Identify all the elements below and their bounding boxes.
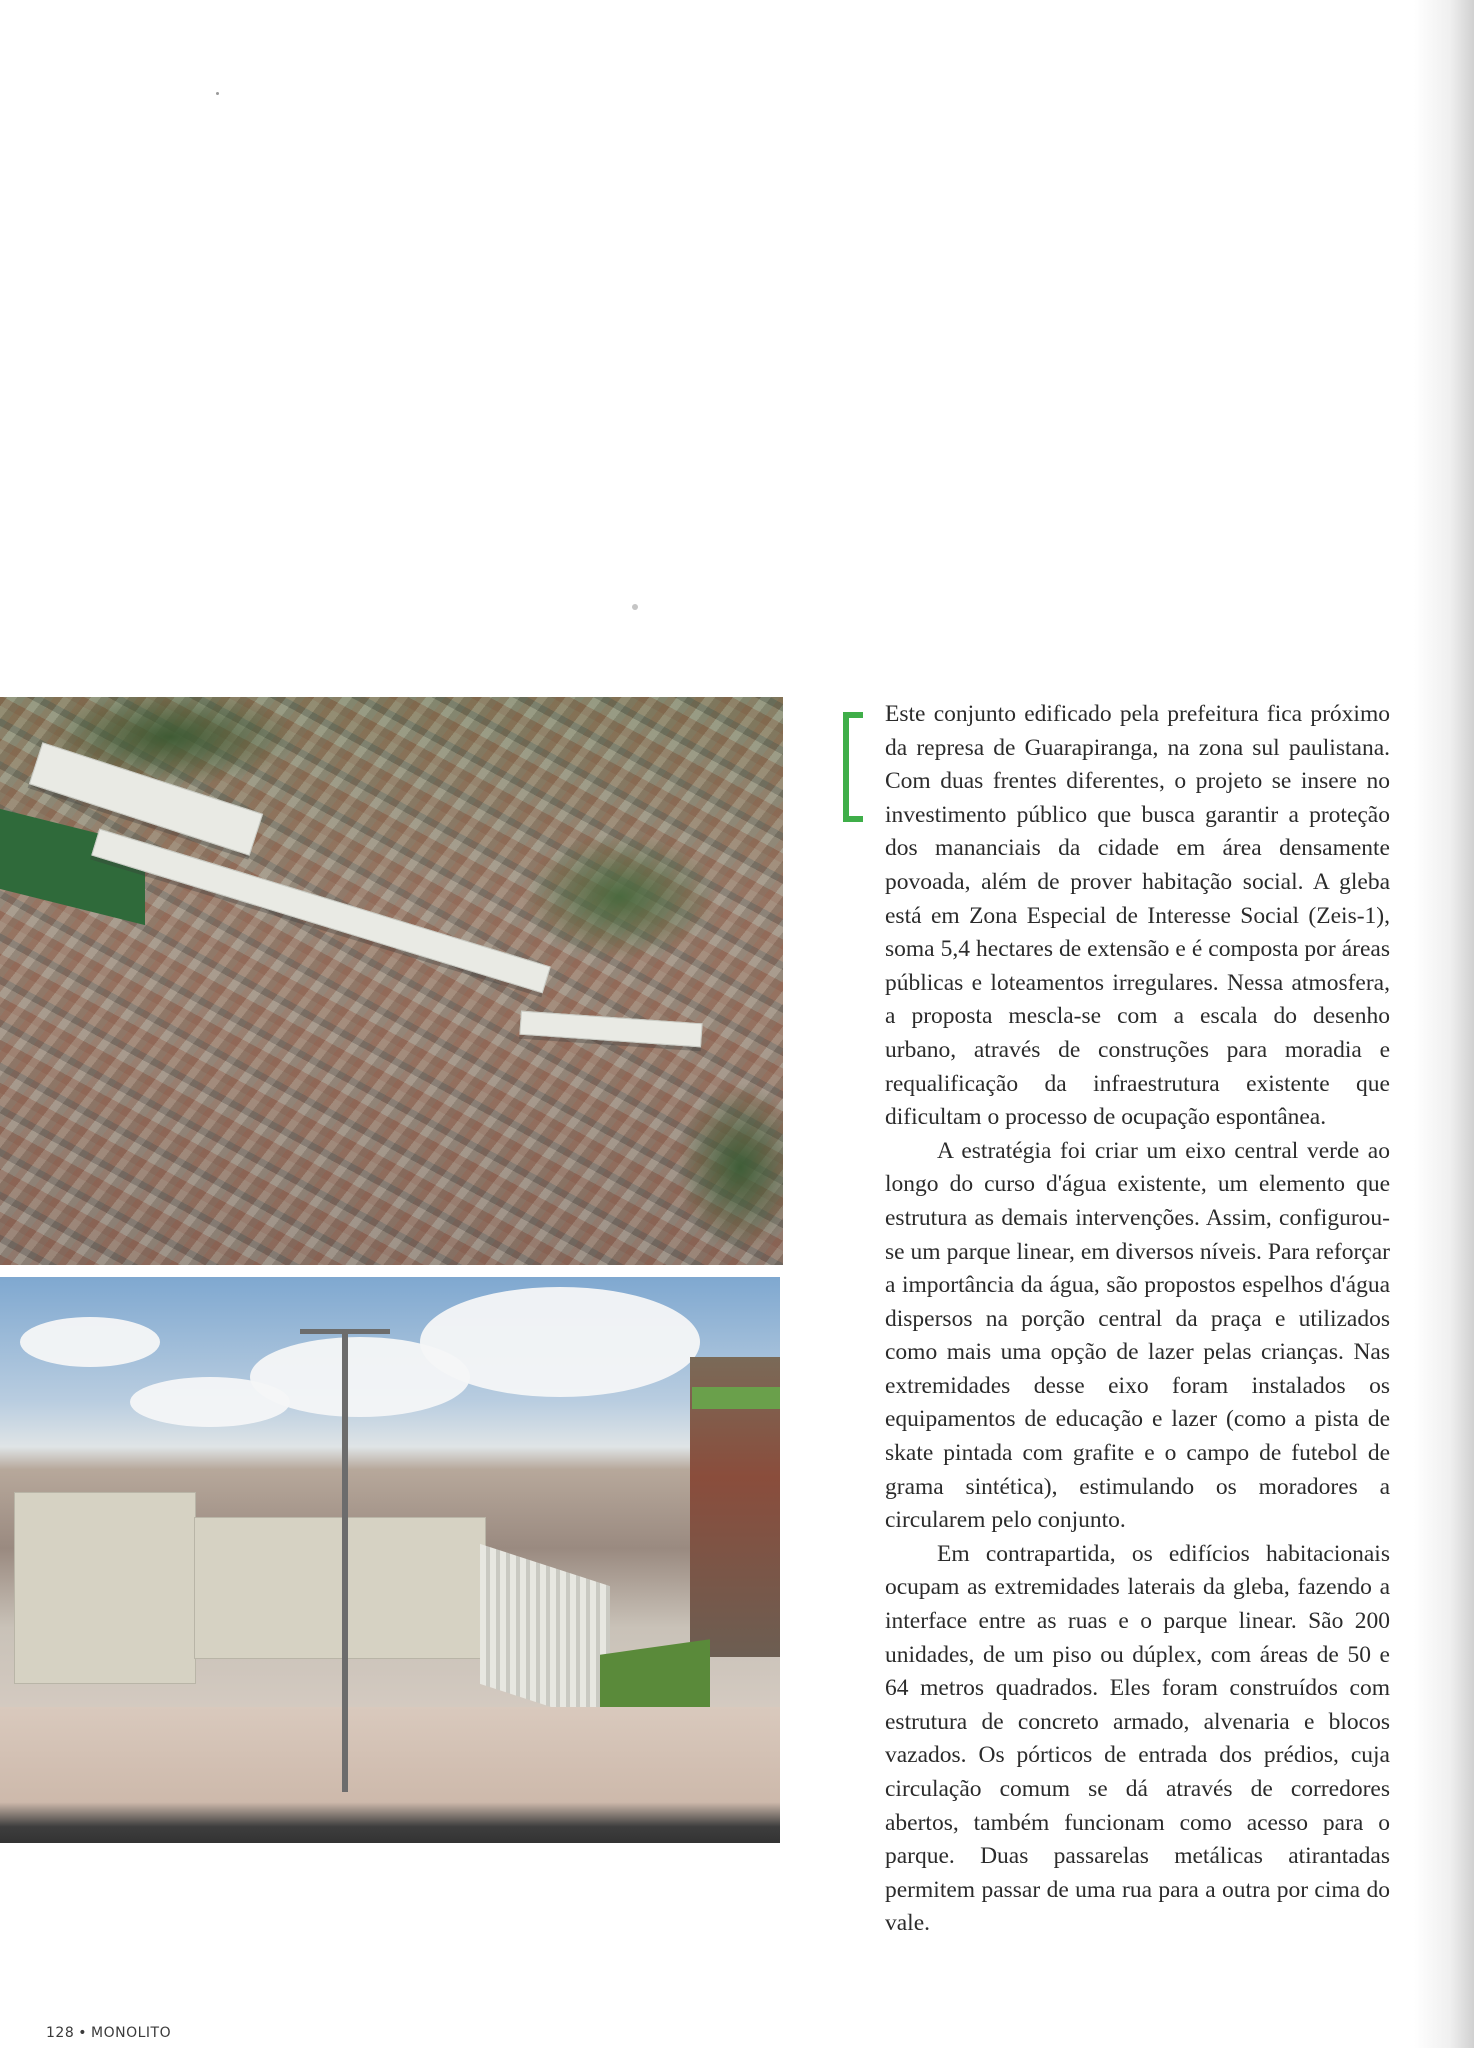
footer-separator: • xyxy=(78,2025,87,2041)
cloud xyxy=(20,1317,160,1367)
cloud xyxy=(130,1377,290,1427)
print-speck xyxy=(632,604,638,610)
plaza-photo xyxy=(0,1277,780,1843)
page-edge-shadow xyxy=(1414,0,1474,2048)
street-lamp-pole xyxy=(342,1332,348,1792)
article-body xyxy=(885,698,1390,1941)
aerial-photo xyxy=(0,697,783,1265)
plaza-pavement xyxy=(0,1707,780,1843)
aerial-housing-block xyxy=(91,829,551,994)
cloud xyxy=(420,1287,700,1397)
article-paragraph-1: Este conjunto edificado pela prefeitura fica próximo da represa de Guarapiranga, na zona sul paulistana. Com duas frentes diferentes, o projeto se insere no investimento público que busca garantir a proteção dos mananciais da cidade em área densamente povoada, além de prover habitação social. A gleba está em Zona Especial de Interesse Social (Zeis-1), soma 5,4 hectares de extensão e é composta por áreas públicas e loteamentos irregulares. Nessa atmosfera, a proposta mescla-se com a escala do desenho urbano, através de construções para moradia e requalificação da infraestrutura existente que dificultam o processo de ocupação espontânea. xyxy=(885,701,1390,1131)
print-speck xyxy=(216,92,219,95)
plaza-perforated-wall xyxy=(480,1544,610,1726)
article-paragraph-3: Em contrapartida, os edifícios habitacionais ocupam as extremidades laterais da gleba, fazendo a interface entre as ruas e o parque linear. São 200 unidades, de um piso ou dúplex, com áreas de 50 e 64 metros quadrados. Eles foram construídos com estrutura de concreto armado, alvenaria e blocos vazados. Os pórticos de entrada dos prédios, cuja circulação comum se dá através de corredores abertos, também funcionam como acesso para o parque. Duas passarelas metálicas atirantadas permitem passar de uma rua para a outra por cima do vale. xyxy=(885,1540,1390,1937)
aerial-housing-block xyxy=(519,1011,702,1048)
plaza-housing-block xyxy=(194,1517,486,1659)
street-lamp-arm xyxy=(300,1329,390,1334)
page-footer xyxy=(46,2025,171,2041)
aerial-soccer-field xyxy=(0,809,145,925)
publication-name: MONOLITO xyxy=(91,2025,172,2041)
plaza-right-building-band xyxy=(692,1387,780,1409)
green-bracket-accent xyxy=(843,712,863,822)
plaza-housing-block xyxy=(14,1492,196,1684)
page-number: 128 xyxy=(46,2025,75,2041)
article-paragraph-2: A estratégia foi criar um eixo central verde ao longo do curso d'água existente, um elemento que estrutura as demais intervenções. Assim, configurou-se um parque linear, em diversos níveis. Para reforçar a importância da água, são propostos espelhos d'água dispersos na porção central da praça e utilizados como mais uma opção de lazer pelas crianças. Nas extremidades desse eixo foram instalados os equipamentos de educação e lazer (como a pista de skate pintada com grafite e o campo de futebol de grama sintética), estimulando os moradores a circularem pelo conjunto. xyxy=(885,1137,1390,1534)
